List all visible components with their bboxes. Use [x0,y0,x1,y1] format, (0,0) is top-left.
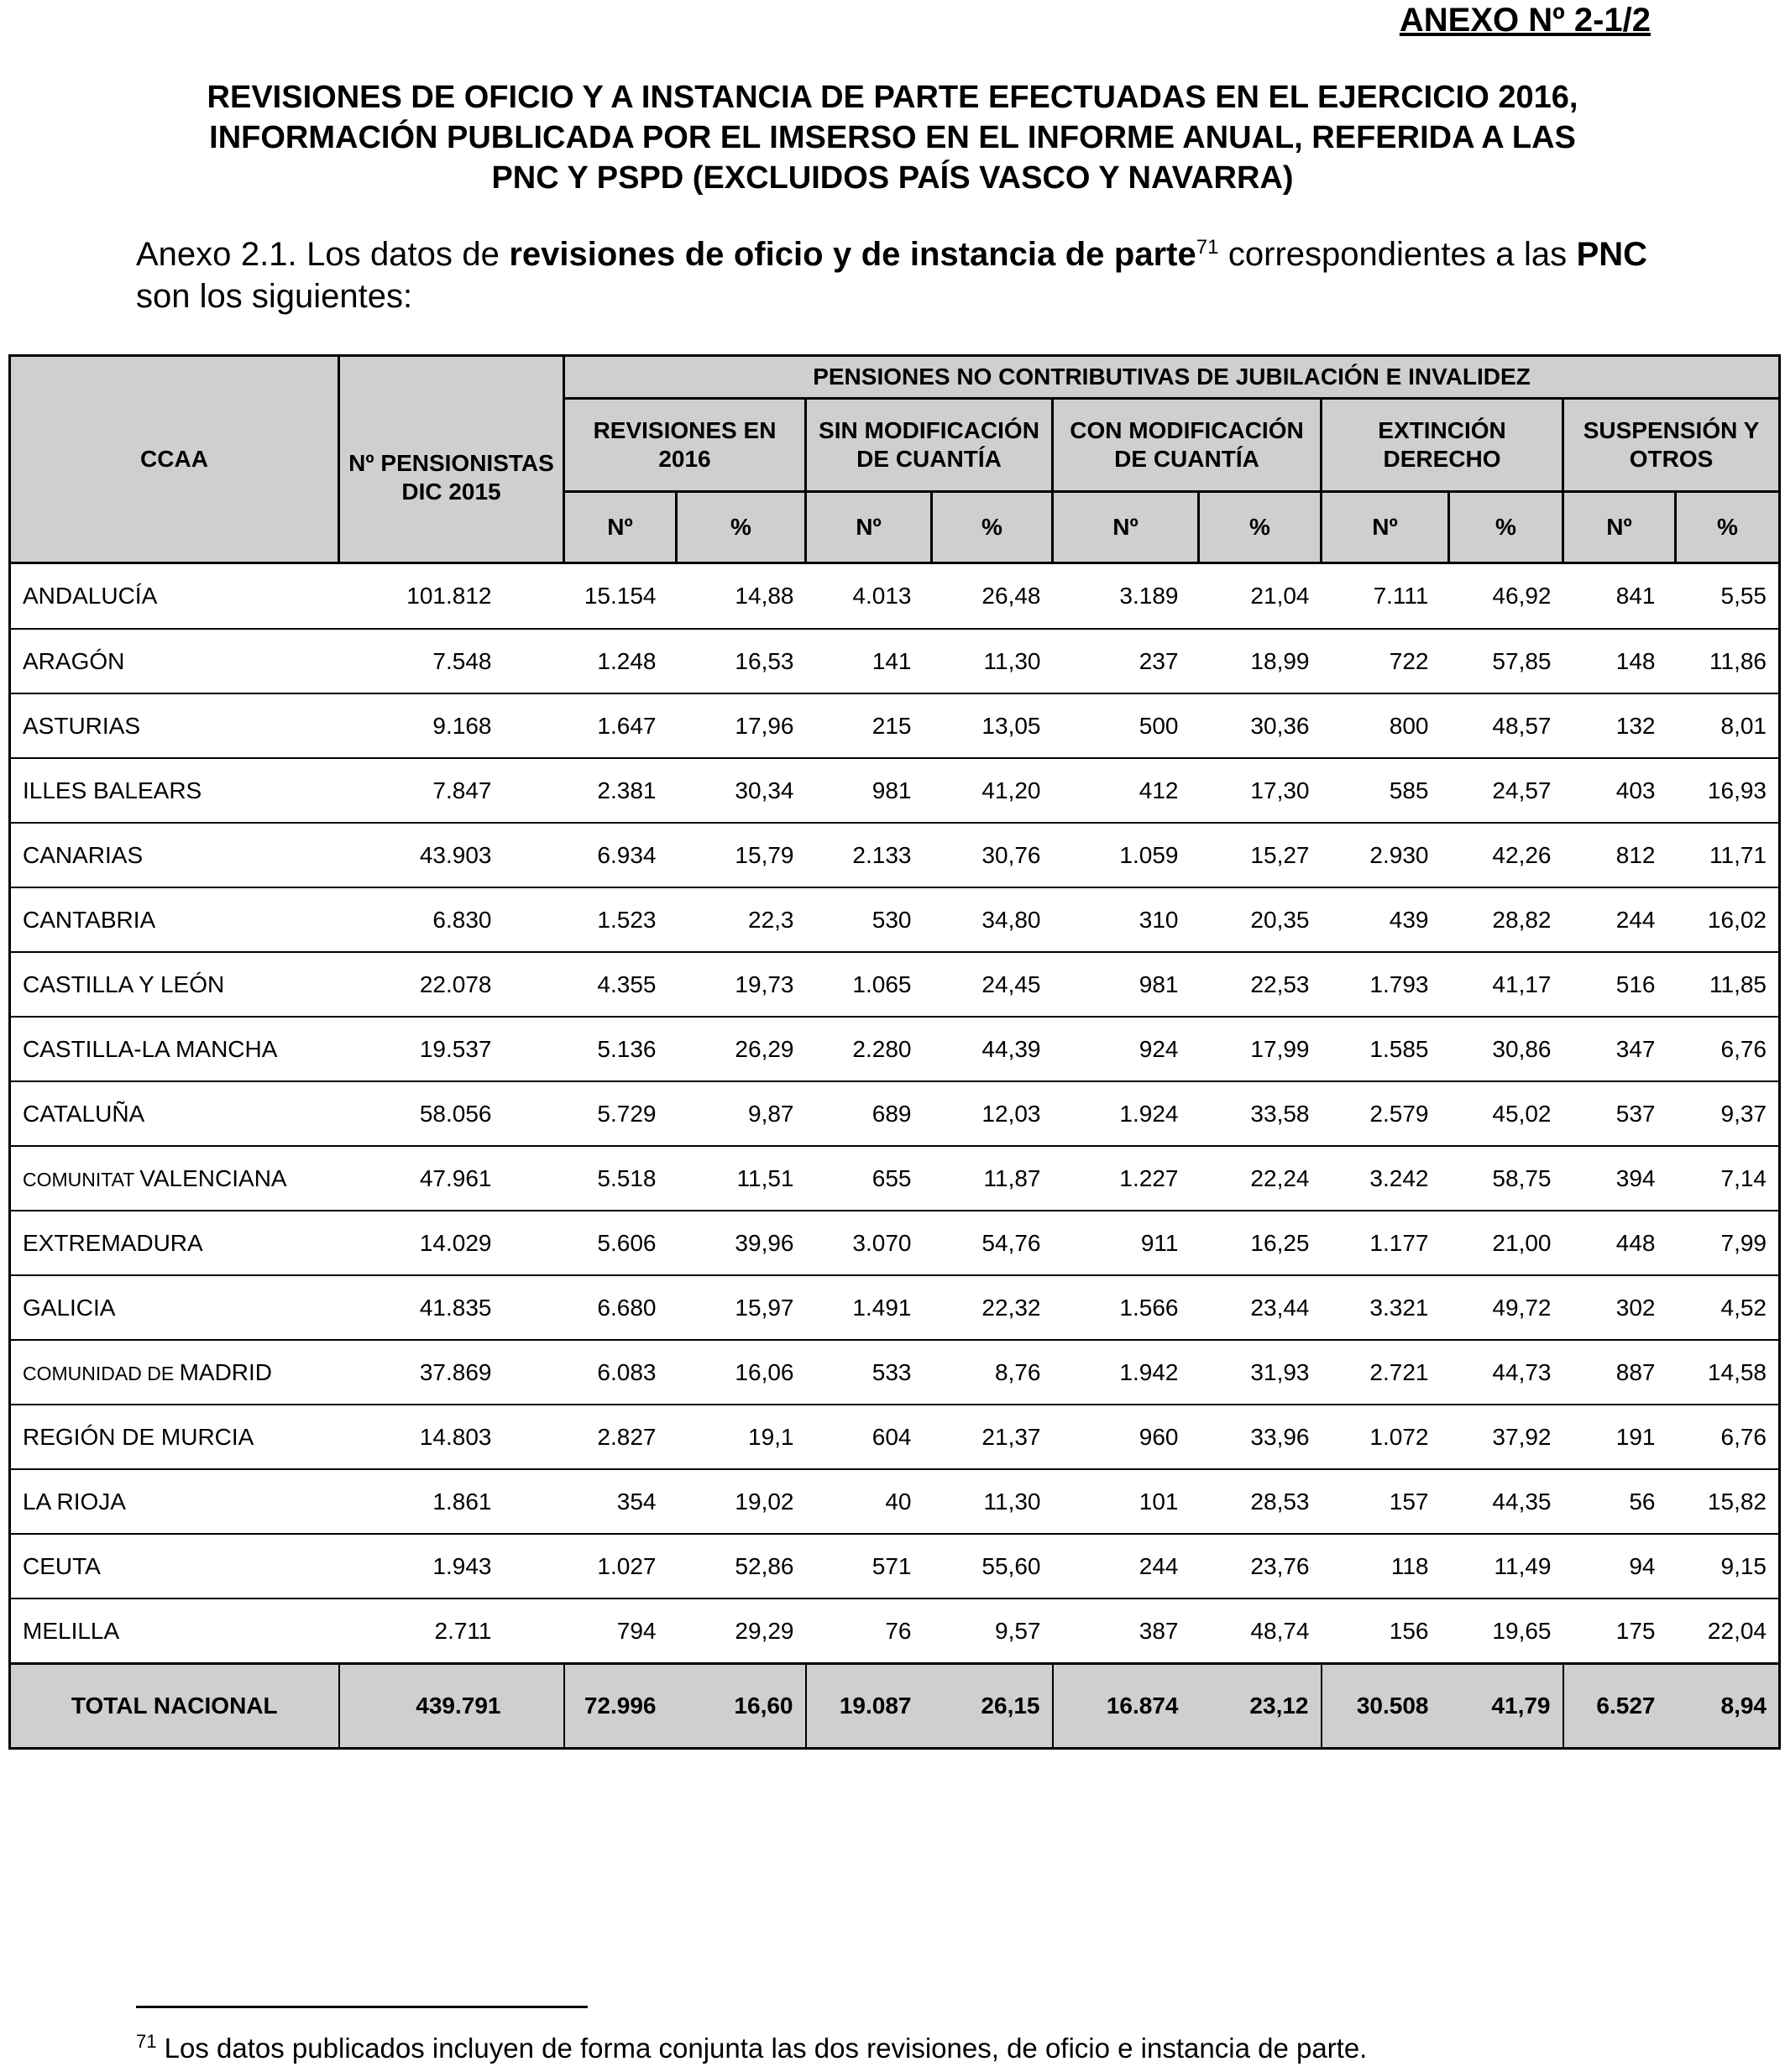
table-row [10,952,1780,1017]
cell-pensionistas: 37.869 [339,1340,564,1405]
cell-rev-p: 14,88 [677,563,806,630]
ccaa-prefix: COMUNITAT [23,1168,140,1190]
cell-rev-p: 19,73 [677,952,806,1017]
cell-sus-p: 7,14 [1676,1146,1780,1211]
cell-rev-n: 794 [564,1598,677,1664]
ccaa-cell [10,887,339,952]
cell-sus-p: 7,99 [1676,1211,1780,1275]
ccaa-cell [10,823,339,887]
ccaa-name: CATALUÑA [23,1100,145,1127]
table-row [10,693,1780,758]
cell-pensionistas: 9.168 [339,693,564,758]
cell-sin-p: 44,39 [932,1017,1053,1081]
cell-rev-n: 1.523 [564,887,677,952]
header-num: Nº [1053,492,1199,563]
cell-ext-n: 3.321 [1322,1275,1449,1340]
ccaa-name: EXTREMADURA [23,1229,203,1256]
table-row [10,1211,1780,1275]
intro-paragraph [136,233,1647,317]
cell-rev-p: 30,34 [677,758,806,823]
cell-pensionistas: 7.847 [339,758,564,823]
cell-sin-n: 1.065 [806,952,932,1017]
ccaa-name: MADRID [179,1358,273,1385]
total-ext-p: 41,79 [1449,1664,1563,1749]
cell-rev-p: 19,02 [677,1469,806,1534]
cell-sus-p: 16,93 [1676,758,1780,823]
cell-sin-p: 55,60 [932,1534,1053,1598]
cell-sus-n: 148 [1563,629,1676,693]
header-extincion: EXTINCIÓN DERECHO [1322,399,1563,492]
cell-ext-n: 2.579 [1322,1081,1449,1146]
cell-pensionistas: 22.078 [339,952,564,1017]
header-num: Nº [564,492,677,563]
cell-sus-n: 302 [1563,1275,1676,1340]
cell-sus-n: 175 [1563,1598,1676,1664]
cell-ext-n: 1.177 [1322,1211,1449,1275]
cell-ext-p: 42,26 [1449,823,1563,887]
header-pct: % [932,492,1053,563]
cell-con-p: 17,99 [1199,1017,1322,1081]
total-ext-n: 30.508 [1322,1664,1449,1749]
cell-ext-n: 118 [1322,1534,1449,1598]
cell-con-p: 33,96 [1199,1405,1322,1469]
cell-sin-p: 41,20 [932,758,1053,823]
ccaa-name: ARAGÓN [23,647,125,674]
cell-ext-p: 46,92 [1449,563,1563,630]
cell-sus-p: 15,82 [1676,1469,1780,1534]
cell-ext-p: 21,00 [1449,1211,1563,1275]
cell-sus-p: 16,02 [1676,887,1780,952]
cell-rev-n: 5.136 [564,1017,677,1081]
cell-pensionistas: 7.548 [339,629,564,693]
ccaa-cell [10,1146,339,1211]
footnote-number: 71 [136,2031,157,2052]
cell-con-p: 28,53 [1199,1469,1322,1534]
cell-sin-n: 533 [806,1340,932,1405]
cell-sus-n: 887 [1563,1340,1676,1405]
table-row [10,1534,1780,1598]
header-pensionistas: Nº PENSIONISTAS DIC 2015 [339,356,564,563]
header-num: Nº [806,492,932,563]
cell-ext-p: 24,57 [1449,758,1563,823]
cell-sin-p: 13,05 [932,693,1053,758]
cell-rev-p: 15,97 [677,1275,806,1340]
cell-sus-n: 516 [1563,952,1676,1017]
cell-con-p: 22,53 [1199,952,1322,1017]
cell-con-n: 1.227 [1053,1146,1199,1211]
cell-sus-n: 537 [1563,1081,1676,1146]
cell-sin-n: 981 [806,758,932,823]
cell-sin-p: 9,57 [932,1598,1053,1664]
cell-sin-n: 604 [806,1405,932,1469]
cell-sus-n: 812 [1563,823,1676,887]
footnote-text: Los datos publicados incluyen de forma conjunta las dos revisiones, de oficio e instancia de parte. [156,2033,1368,2064]
cell-sin-n: 530 [806,887,932,952]
annex-label: ANEXO Nº 2-1/2 [1399,2,1651,39]
ccaa-prefix: COMUNIDAD DE [23,1362,180,1384]
cell-con-n: 387 [1053,1598,1199,1664]
intro-bold-pnc: PNC [1576,236,1648,273]
table-row [10,1017,1780,1081]
cell-pensionistas: 58.056 [339,1081,564,1146]
cell-ext-p: 30,86 [1449,1017,1563,1081]
cell-sus-p: 9,15 [1676,1534,1780,1598]
ccaa-cell [10,1017,339,1081]
cell-sin-n: 571 [806,1534,932,1598]
ccaa-name: ILLES BALEARS [23,777,202,803]
header-num: Nº [1322,492,1449,563]
total-rev-p: 16,60 [677,1664,806,1749]
cell-sin-p: 11,87 [932,1146,1053,1211]
cell-pensionistas: 6.830 [339,887,564,952]
cell-ext-n: 2.721 [1322,1340,1449,1405]
total-pensionistas: 439.791 [339,1664,564,1749]
cell-rev-n: 5.729 [564,1081,677,1146]
cell-ext-p: 41,17 [1449,952,1563,1017]
cell-sin-n: 4.013 [806,563,932,630]
cell-ext-n: 800 [1322,693,1449,758]
cell-sus-n: 394 [1563,1146,1676,1211]
cell-rev-n: 15.154 [564,563,677,630]
intro-suffix: son los siguientes: [136,278,413,315]
cell-sus-n: 403 [1563,758,1676,823]
ccaa-cell [10,952,339,1017]
cell-pensionistas: 2.711 [339,1598,564,1664]
cell-ext-n: 3.242 [1322,1146,1449,1211]
cell-ext-p: 57,85 [1449,629,1563,693]
ccaa-name: ASTURIAS [23,712,141,739]
cell-con-p: 16,25 [1199,1211,1322,1275]
ccaa-name: GALICIA [23,1294,116,1321]
revisiones-table [8,354,1781,1750]
cell-ext-p: 11,49 [1449,1534,1563,1598]
cell-rev-p: 16,53 [677,629,806,693]
total-rev-n: 72.996 [564,1664,677,1749]
ccaa-name: REGIÓN DE MURCIA [23,1423,254,1450]
page-title: REVISIONES DE OFICIO Y A INSTANCIA DE PARTE EFECTUADAS EN EL EJERCICIO 2016, INFORMACIÓN PUBLICADA POR EL IMSERSO EN EL INFORME ANUAL, REFERIDA A LAS PNC Y PSPD (EXCLUIDOS PAÍS VASCO Y NAVARRA) [207,80,1578,196]
cell-rev-n: 5.518 [564,1146,677,1211]
total-sin-p: 26,15 [932,1664,1053,1749]
cell-rev-n: 4.355 [564,952,677,1017]
header-pct: % [1199,492,1322,563]
cell-sin-p: 11,30 [932,1469,1053,1534]
cell-sus-p: 11,71 [1676,823,1780,887]
cell-sus-n: 448 [1563,1211,1676,1275]
header-sin-modificacion: SIN MODIFICACIÓN DE CUANTÍA [806,399,1053,492]
cell-rev-n: 5.606 [564,1211,677,1275]
footnote-divider [136,2006,588,2008]
table-row [10,1405,1780,1469]
cell-sin-n: 655 [806,1146,932,1211]
cell-sin-p: 11,30 [932,629,1053,693]
cell-ext-p: 45,02 [1449,1081,1563,1146]
cell-ext-p: 44,73 [1449,1340,1563,1405]
ccaa-name: CANTABRIA [23,906,156,933]
table-row [10,887,1780,952]
cell-rev-p: 22,3 [677,887,806,952]
cell-pensionistas: 47.961 [339,1146,564,1211]
ccaa-cell [10,1081,339,1146]
cell-ext-n: 1.072 [1322,1405,1449,1469]
cell-ext-n: 156 [1322,1598,1449,1664]
cell-rev-p: 11,51 [677,1146,806,1211]
cell-sus-p: 5,55 [1676,563,1780,630]
cell-pensionistas: 1.943 [339,1534,564,1598]
cell-con-n: 310 [1053,887,1199,952]
cell-con-n: 412 [1053,758,1199,823]
table-row [10,629,1780,693]
cell-ext-n: 439 [1322,887,1449,952]
header-con-modificacion: CON MODIFICACIÓN DE CUANTÍA [1053,399,1322,492]
ccaa-cell [10,629,339,693]
table-row [10,823,1780,887]
total-sus-p: 8,94 [1676,1664,1780,1749]
ccaa-name: CANARIAS [23,841,144,868]
ccaa-name: MELILLA [23,1617,120,1644]
table-row [10,1275,1780,1340]
cell-sus-p: 22,04 [1676,1598,1780,1664]
cell-con-n: 1.566 [1053,1275,1199,1340]
cell-sus-p: 6,76 [1676,1017,1780,1081]
cell-rev-n: 6.934 [564,823,677,887]
footnote-ref: 71 [1196,236,1219,259]
cell-pensionistas: 14.803 [339,1405,564,1469]
cell-rev-n: 354 [564,1469,677,1534]
cell-con-n: 981 [1053,952,1199,1017]
cell-rev-n: 6.083 [564,1340,677,1405]
cell-rev-n: 1.027 [564,1534,677,1598]
cell-ext-n: 722 [1322,629,1449,693]
cell-rev-p: 19,1 [677,1405,806,1469]
cell-ext-n: 157 [1322,1469,1449,1534]
ccaa-name: VALENCIANA [139,1164,287,1191]
header-pct: % [677,492,806,563]
cell-con-n: 244 [1053,1534,1199,1598]
cell-con-n: 3.189 [1053,563,1199,630]
ccaa-name: CEUTA [23,1552,101,1579]
cell-sin-n: 2.280 [806,1017,932,1081]
cell-sus-p: 11,85 [1676,952,1780,1017]
cell-sus-n: 244 [1563,887,1676,952]
cell-sus-p: 14,58 [1676,1340,1780,1405]
total-sus-n: 6.527 [1563,1664,1676,1749]
table-row [10,1469,1780,1534]
ccaa-cell [10,1469,339,1534]
ccaa-name: ANDALUCÍA [23,583,158,609]
cell-sin-p: 54,76 [932,1211,1053,1275]
cell-con-p: 48,74 [1199,1598,1322,1664]
header-num: Nº [1563,492,1676,563]
cell-con-p: 22,24 [1199,1146,1322,1211]
cell-pensionistas: 43.903 [339,823,564,887]
ccaa-cell [10,1598,339,1664]
header-group: PENSIONES NO CONTRIBUTIVAS DE JUBILACIÓN E INVALIDEZ [564,356,1780,399]
cell-rev-n: 2.381 [564,758,677,823]
total-row [10,1664,1780,1749]
table-row [10,563,1780,630]
total-sin-n: 19.087 [806,1664,932,1749]
ccaa-cell [10,1275,339,1340]
cell-rev-p: 29,29 [677,1598,806,1664]
cell-sus-p: 9,37 [1676,1081,1780,1146]
ccaa-name: CASTILLA Y LEÓN [23,971,225,997]
header-revisiones: REVISIONES EN 2016 [564,399,806,492]
cell-rev-p: 52,86 [677,1534,806,1598]
ccaa-cell [10,758,339,823]
cell-sin-p: 24,45 [932,952,1053,1017]
cell-sus-n: 347 [1563,1017,1676,1081]
cell-con-p: 30,36 [1199,693,1322,758]
intro-bold-revisiones: revisiones de oficio y de instancia de parte [509,236,1196,273]
cell-rev-p: 39,96 [677,1211,806,1275]
cell-ext-n: 1.585 [1322,1017,1449,1081]
total-con-n: 16.874 [1053,1664,1199,1749]
cell-sin-n: 215 [806,693,932,758]
total-label: TOTAL NACIONAL [10,1664,339,1749]
cell-ext-p: 58,75 [1449,1146,1563,1211]
ccaa-name: LA RIOJA [23,1488,126,1515]
cell-ext-p: 48,57 [1449,693,1563,758]
cell-con-n: 960 [1053,1405,1199,1469]
cell-con-n: 1.924 [1053,1081,1199,1146]
cell-con-n: 1.059 [1053,823,1199,887]
footnote [136,2032,1689,2065]
header-suspension: SUSPENSIÓN Y OTROS [1563,399,1780,492]
cell-ext-p: 49,72 [1449,1275,1563,1340]
cell-sus-p: 11,86 [1676,629,1780,693]
cell-ext-p: 19,65 [1449,1598,1563,1664]
cell-con-n: 101 [1053,1469,1199,1534]
header-ccaa: CCAA [10,356,339,563]
cell-rev-p: 26,29 [677,1017,806,1081]
cell-sin-n: 1.491 [806,1275,932,1340]
intro-prefix: Anexo 2.1. Los datos de [136,236,510,273]
cell-sin-p: 22,32 [932,1275,1053,1340]
cell-sin-n: 689 [806,1081,932,1146]
cell-pensionistas: 14.029 [339,1211,564,1275]
ccaa-cell [10,563,339,630]
cell-rev-p: 17,96 [677,693,806,758]
cell-con-n: 500 [1053,693,1199,758]
cell-sus-n: 94 [1563,1534,1676,1598]
cell-pensionistas: 41.835 [339,1275,564,1340]
cell-con-p: 23,44 [1199,1275,1322,1340]
cell-sus-p: 6,76 [1676,1405,1780,1469]
cell-rev-p: 15,79 [677,823,806,887]
cell-rev-n: 6.680 [564,1275,677,1340]
cell-sin-p: 26,48 [932,563,1053,630]
cell-ext-p: 37,92 [1449,1405,1563,1469]
cell-sin-p: 34,80 [932,887,1053,952]
cell-sin-p: 12,03 [932,1081,1053,1146]
cell-con-p: 21,04 [1199,563,1322,630]
cell-rev-n: 1.647 [564,693,677,758]
cell-sin-n: 76 [806,1598,932,1664]
ccaa-cell [10,1534,339,1598]
ccaa-name: CASTILLA-LA MANCHA [23,1035,278,1062]
table-row [10,1340,1780,1405]
cell-con-p: 23,76 [1199,1534,1322,1598]
cell-pensionistas: 19.537 [339,1017,564,1081]
cell-con-p: 31,93 [1199,1340,1322,1405]
cell-con-p: 15,27 [1199,823,1322,887]
cell-rev-n: 2.827 [564,1405,677,1469]
cell-ext-n: 585 [1322,758,1449,823]
intro-middle: correspondientes a las [1218,236,1577,273]
ccaa-cell [10,693,339,758]
cell-rev-p: 16,06 [677,1340,806,1405]
cell-ext-n: 7.111 [1322,563,1449,630]
table-row [10,1146,1780,1211]
cell-pensionistas: 101.812 [339,563,564,630]
cell-sus-p: 4,52 [1676,1275,1780,1340]
header-pct: % [1449,492,1563,563]
cell-sus-n: 56 [1563,1469,1676,1534]
cell-sin-n: 40 [806,1469,932,1534]
cell-pensionistas: 1.861 [339,1469,564,1534]
cell-sus-n: 191 [1563,1405,1676,1469]
cell-sus-n: 841 [1563,563,1676,630]
cell-con-n: 911 [1053,1211,1199,1275]
cell-ext-p: 28,82 [1449,887,1563,952]
ccaa-cell [10,1211,339,1275]
cell-sin-p: 21,37 [932,1405,1053,1469]
total-con-p: 23,12 [1199,1664,1322,1749]
cell-sin-n: 2.133 [806,823,932,887]
cell-sin-p: 8,76 [932,1340,1053,1405]
cell-rev-n: 1.248 [564,629,677,693]
cell-con-n: 1.942 [1053,1340,1199,1405]
cell-sus-p: 8,01 [1676,693,1780,758]
cell-con-n: 924 [1053,1017,1199,1081]
cell-sin-n: 3.070 [806,1211,932,1275]
cell-con-p: 17,30 [1199,758,1322,823]
cell-con-p: 33,58 [1199,1081,1322,1146]
cell-sin-p: 30,76 [932,823,1053,887]
table-row [10,1081,1780,1146]
table-row [10,758,1780,823]
ccaa-cell [10,1340,339,1405]
cell-ext-n: 1.793 [1322,952,1449,1017]
cell-con-p: 18,99 [1199,629,1322,693]
cell-con-n: 237 [1053,629,1199,693]
cell-sin-n: 141 [806,629,932,693]
cell-con-p: 20,35 [1199,887,1322,952]
cell-ext-n: 2.930 [1322,823,1449,887]
cell-ext-p: 44,35 [1449,1469,1563,1534]
header-pct: % [1676,492,1780,563]
cell-rev-p: 9,87 [677,1081,806,1146]
cell-sus-n: 132 [1563,693,1676,758]
table-row [10,1598,1780,1664]
ccaa-cell [10,1405,339,1469]
